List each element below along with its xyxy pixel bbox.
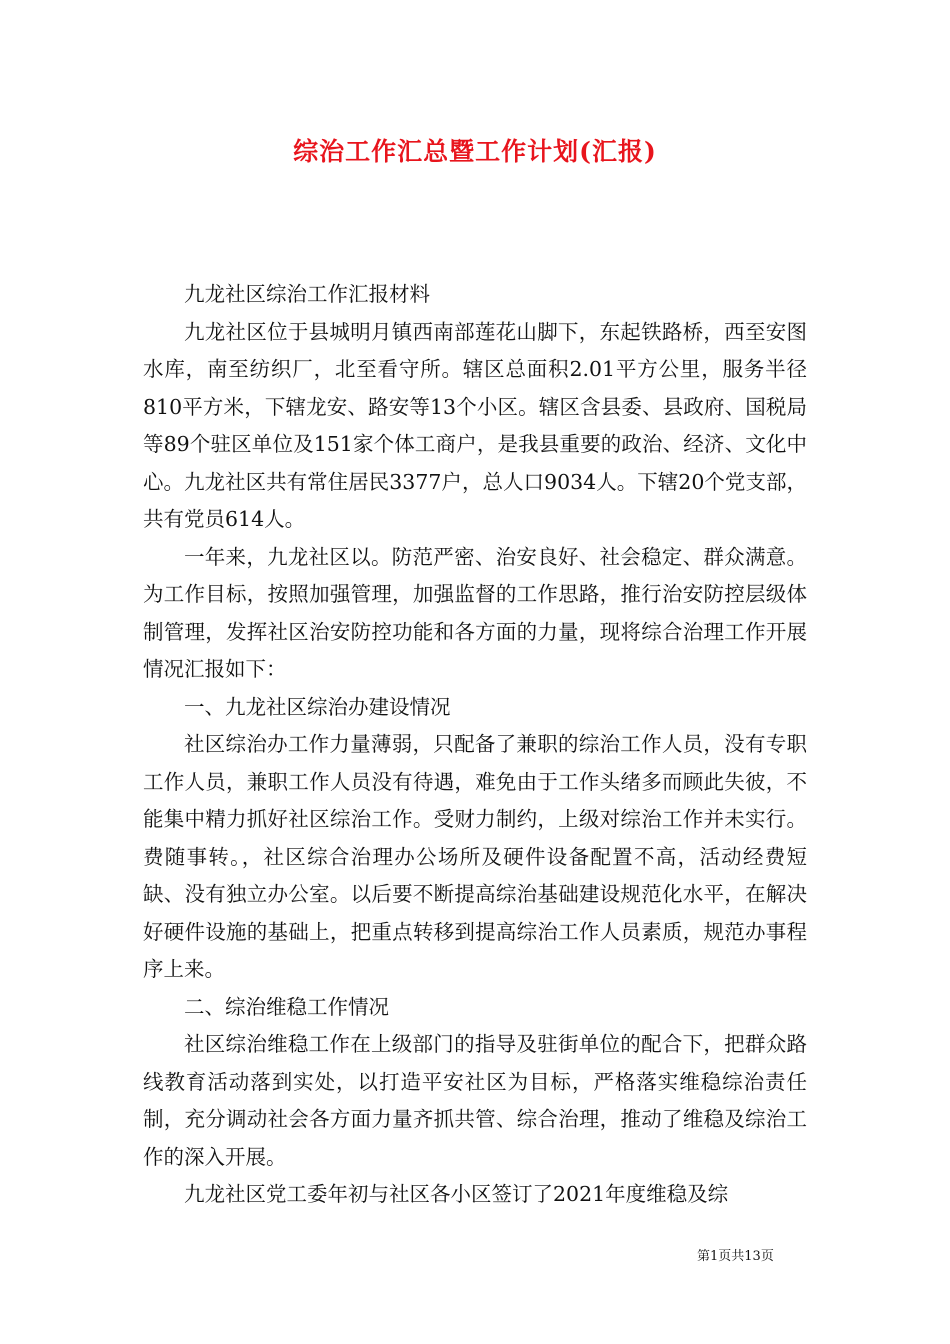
document-body [143, 276, 807, 1214]
paragraph: 一年来，九龙社区以。防范严密、治安良好、社会稳定、群众满意。为工作目标，按照加强管理，加强监督的工作思路，推行治安防控层级体制管理，发挥社区治安防控功能和各方面的力量，现将综合治理工作开展情况汇报如下： [143, 544, 807, 681]
paragraph: 社区综治维稳工作在上级部门的指导及驻街单位的配合下，把群众路线教育活动落到实处，以打造平安社区为目标，严格落实维稳综治责任制，充分调动社会各方面力量齐抓共管、综合治理，推动了维稳及综治工作的深入开展。 [143, 1032, 807, 1169]
paragraph: 社区综治办工作力量薄弱，只配备了兼职的综治工作人员，没有专职工作人员，兼职工作人员没有待遇，难免由于工作头绪多而顾此失彼，不能集中精力抓好社区综治工作。受财力制约，上级对综治工作并未实行。费随事转。，社区综合治理办公场所及硬件设备配置不高，活动经费短缺、没有独立办公室。以后要不断提高综治基础建设规范化水平，在解决好硬件设施的基础上，把重点转移到提高综治工作人员素质，规范办事程序上来。 [143, 732, 807, 981]
paragraph: 九龙社区党工委年初与社区各小区签订了2021年度维稳及综 [184, 1182, 729, 1206]
document-title: 综治工作汇总暨工作计划(汇报) [293, 137, 657, 166]
paragraph: 九龙社区位于县城明月镇西南部莲花山脚下，东起铁路桥，西至安图水库，南至纺织厂，北至看守所。辖区总面积2.01平方公里，服务半径810平方米，下辖龙安、路安等13个小区。辖区含县委、县政府、国税局等89个驻区单位及151家个体工商户，是我县重要的政治、经济、文化中心。九龙社区共有常住居民3377户，总人口9034人。下辖20个党支部，共有党员614人。 [143, 319, 807, 531]
section-heading: 二、综治维稳工作情况 [184, 994, 389, 1019]
section-heading: 一、九龙社区综治办建设情况 [184, 694, 451, 719]
paragraph-heading: 九龙社区综治工作汇报材料 [184, 282, 430, 306]
page-number: 第1页共13页 [697, 1249, 774, 1264]
